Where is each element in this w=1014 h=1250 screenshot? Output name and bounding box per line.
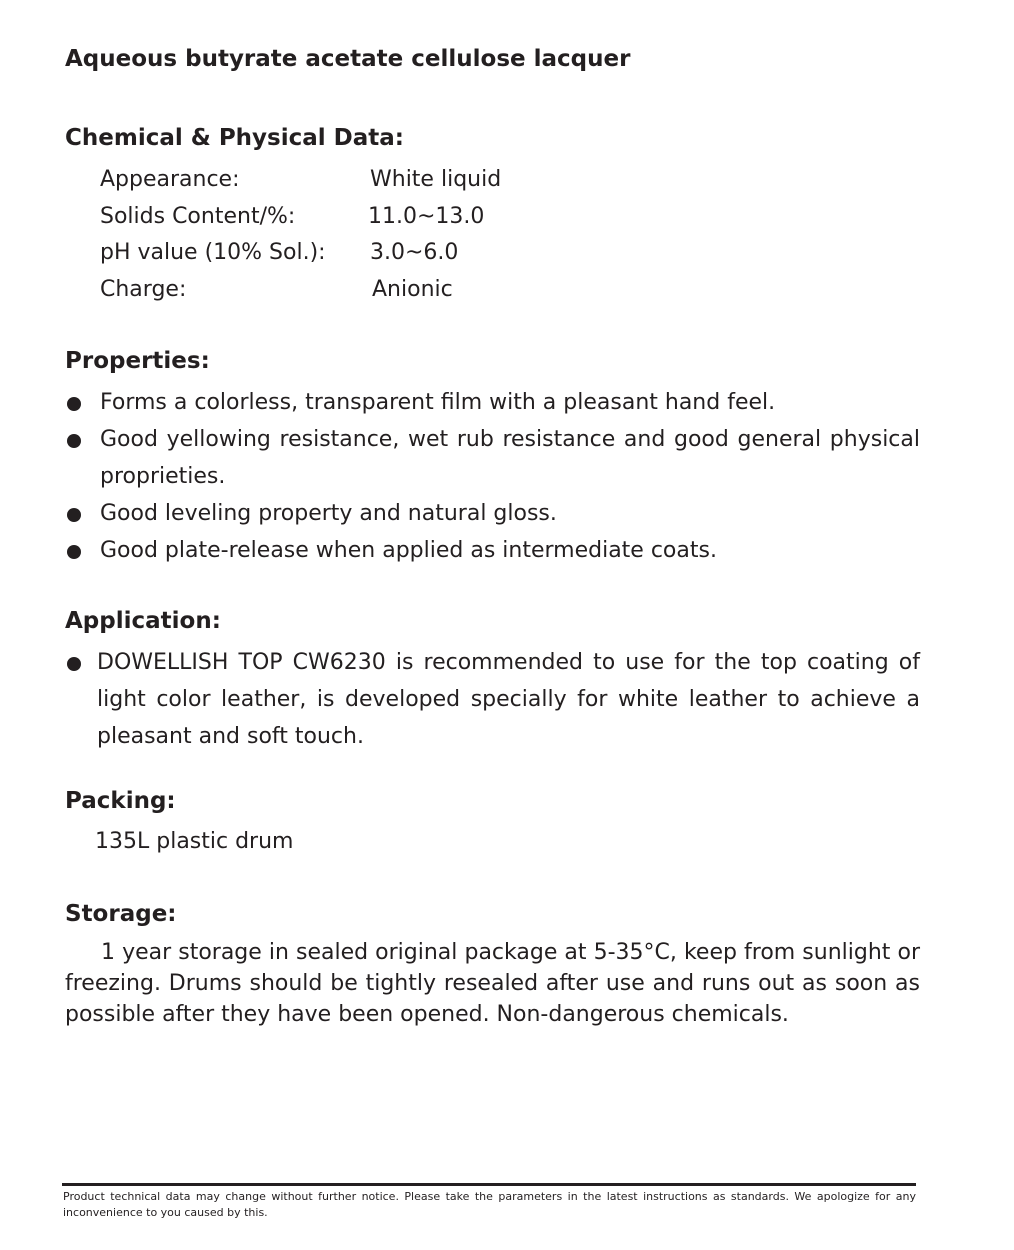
bullet-icon xyxy=(67,657,81,671)
list-item xyxy=(65,644,920,755)
data-row-label: Appearance: xyxy=(100,167,240,192)
data-row-value: Anionic xyxy=(372,277,453,302)
list-item-text: Good yellowing resistance, wet rub resistance and good general physical proprieties. xyxy=(100,427,920,489)
list-item-text: Good leveling property and natural gloss. xyxy=(100,501,557,526)
properties-list xyxy=(65,384,920,569)
bullet-icon xyxy=(67,397,81,411)
application-heading: Application: xyxy=(65,608,221,634)
list-item-text: Good plate-release when applied as intermediate coats. xyxy=(100,538,717,563)
bullet-icon xyxy=(67,434,81,448)
data-row-label: pH value (10% Sol.): xyxy=(100,240,326,265)
list-item xyxy=(65,384,920,421)
document-title: Aqueous butyrate acetate cellulose lacquer xyxy=(65,46,631,72)
list-item-text: DOWELLISH TOP CW6230 is recommended to use for the top coating of light color leather, is developed specially for white leather to achieve a pleasant and soft touch. xyxy=(97,650,920,749)
data-row-label: Charge: xyxy=(100,277,187,302)
application-list xyxy=(65,644,920,755)
footer-disclaimer: Product technical data may change without further notice. Please take the parameters in the latest instructions as standards. We apologize for any inconvenience to you caused by this. xyxy=(63,1190,916,1219)
data-row-value: 11.0~13.0 xyxy=(368,204,485,229)
packing-text: 135L plastic drum xyxy=(95,829,294,854)
bullet-icon xyxy=(67,545,81,559)
data-row-label: Solids Content/%: xyxy=(100,204,296,229)
data-row-value: 3.0~6.0 xyxy=(370,240,459,265)
properties-heading: Properties: xyxy=(65,348,210,374)
bullet-icon xyxy=(67,508,81,522)
list-item-text: Forms a colorless, transparent film with a pleasant hand feel. xyxy=(100,390,776,415)
storage-heading: Storage: xyxy=(65,901,177,927)
footer-divider xyxy=(62,1183,916,1186)
chemical-data-heading: Chemical & Physical Data: xyxy=(65,125,404,151)
list-item xyxy=(65,495,920,532)
list-item xyxy=(65,532,920,569)
data-row-value: White liquid xyxy=(370,167,502,192)
packing-heading: Packing: xyxy=(65,788,176,814)
list-item xyxy=(65,421,920,495)
storage-text: 1 year storage in sealed original package at 5-35°C, keep from sunlight or freezing. Drums should be tightly resealed after use and runs out as soon as possible after they have been opened. Non-dangerous chemicals. xyxy=(65,940,920,1027)
